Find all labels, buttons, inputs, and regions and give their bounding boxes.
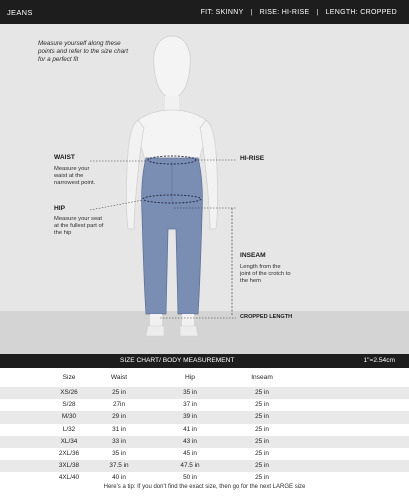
inseam-label: INSEAM: [240, 252, 266, 259]
size-cell: XL/34: [60, 437, 78, 445]
size-chart-header: [0, 354, 409, 368]
table-row: [0, 460, 409, 472]
measure-intro-text: Measure yourself along these points and refer to the size chart for a perfect fit: [38, 40, 128, 63]
product-category: JEANS: [7, 7, 33, 17]
table-header-row: [0, 368, 409, 387]
size-cell: L/32: [62, 425, 76, 433]
waist-cell: 25 in: [112, 389, 126, 396]
inseam-cell: 25 in: [255, 425, 269, 433]
waist-cell: 35 in: [112, 449, 126, 457]
size-cell: 4XL/40: [58, 474, 80, 482]
fit-attributes: [201, 9, 397, 16]
separator: |: [316, 8, 319, 16]
right-foot: [180, 326, 198, 336]
table-row: [0, 399, 409, 411]
measurement-figure: [0, 24, 409, 354]
waist-description: Measure your waist at the narrowest point.: [54, 166, 96, 186]
separator: |: [250, 8, 253, 16]
hip-cell: 37 in: [183, 401, 197, 409]
inseam-cell: 25 in: [255, 401, 269, 409]
size-cell: S/28: [62, 401, 76, 409]
hi-rise-label: HI-RISE: [240, 155, 265, 162]
hip-label: HIP: [54, 205, 65, 212]
head-shape: [154, 36, 191, 99]
size-cell: 2XL/36: [58, 449, 80, 457]
hip-cell: 45 in: [183, 449, 197, 457]
right-arm-shape: [200, 120, 218, 229]
column-header-inseam: Inseam: [251, 374, 273, 381]
right-ankle: [182, 314, 194, 326]
inseam-cell: 25 in: [255, 437, 269, 445]
size-chart-title: SIZE CHART/ BODY MEASUREMENT: [120, 357, 235, 364]
table-row: [0, 411, 409, 423]
length-label: LENGTH: CROPPED: [325, 8, 397, 16]
inseam-cell: 25 in: [255, 474, 269, 482]
left-arm-shape: [126, 120, 144, 229]
rise-label: RISE: HI-RISE: [259, 8, 310, 16]
table-row: [0, 424, 409, 436]
cropped-length-label: CROPPED LENGTH: [240, 314, 293, 320]
hip-cell: 39 in: [183, 413, 197, 421]
hip-cell: 47.5 in: [180, 462, 200, 470]
waist-cell: 37.5 in: [109, 462, 129, 470]
sizing-tip: Here's a tip: If you don't find the exact size, then go for the next LARGE size: [103, 484, 306, 490]
inseam-cell: 25 in: [255, 462, 269, 470]
table-row: [0, 436, 409, 448]
size-cell: XS/26: [60, 389, 78, 396]
waist-cell: 29 in: [112, 413, 126, 421]
column-header-waist: Waist: [110, 374, 128, 381]
column-header-hip: Hip: [185, 374, 195, 381]
table-row: [0, 387, 409, 399]
table-row: [0, 448, 409, 460]
unit-conversion: 1"=2.54cm: [363, 357, 395, 364]
inseam-cell: 25 in: [255, 413, 269, 421]
inseam-cell: 25 in: [255, 389, 269, 396]
mannequin-illustration: [0, 24, 409, 354]
left-ankle: [150, 314, 162, 326]
hip-cell: 50 in: [183, 474, 197, 482]
waist-cell: 40 in: [112, 474, 126, 482]
waist-cell: 27in: [112, 401, 126, 409]
hip-cell: 43 in: [183, 437, 197, 445]
header-bar: [0, 0, 409, 24]
waist-cell: 33 in: [112, 437, 126, 445]
waist-cell: 31 in: [112, 425, 126, 433]
waist-label: WAIST: [54, 154, 75, 161]
hip-cell: 35 in: [183, 389, 197, 396]
column-header-size: Size: [62, 374, 76, 381]
left-foot: [146, 326, 164, 336]
fit-label: FIT: SKINNY: [200, 8, 244, 16]
hip-description: Measure your seat at the fullest part of the hip: [54, 216, 104, 236]
table-row: [0, 472, 409, 484]
inseam-description: Length from the joint of the crotch to the hem: [240, 264, 291, 284]
size-chart-table: [0, 368, 409, 485]
inseam-cell: 25 in: [255, 449, 269, 457]
size-cell: M/30: [61, 413, 77, 421]
size-cell: 3XL/38: [58, 462, 80, 470]
hip-cell: 41 in: [183, 425, 197, 433]
